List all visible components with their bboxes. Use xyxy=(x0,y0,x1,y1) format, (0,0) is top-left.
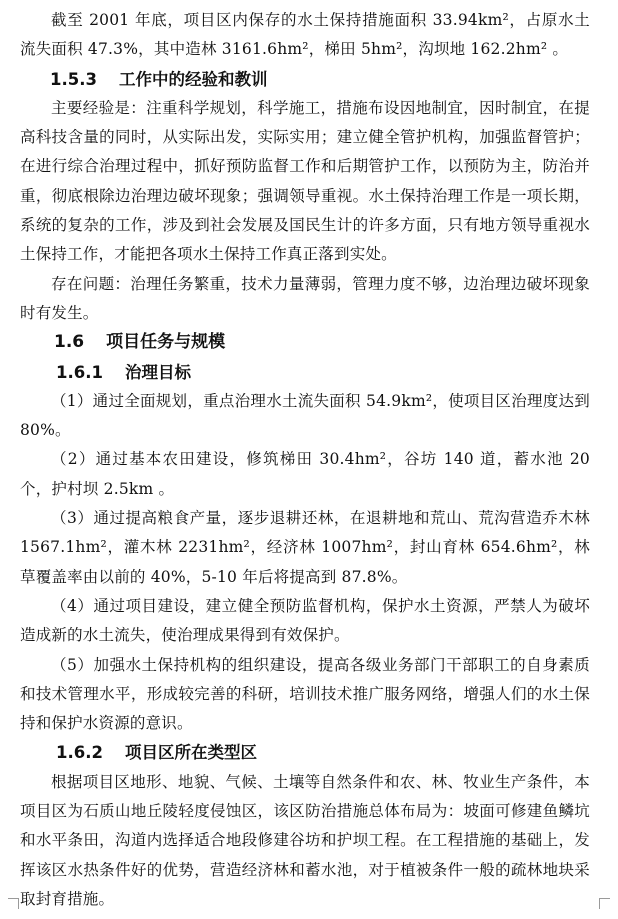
paragraph-zone: 根据项目区地形、地貌、气候、土壤等自然条件和农、林、牧业生产条件，本项目区为石质山地丘陵轻度侵蚀区，该区防治措施总体布局为：坡面可修建鱼鳞坑和水平条田，沟道内选择适合地段修建谷坊和护坝工程。在工程措施的基础上，发挥该区水热条件好的优势，营造经济林和蓄水池，对于植被条件一般的疏林地块采取封育措施。 xyxy=(20,772,590,908)
heading-1-6-1-title: 治理目标 xyxy=(124,362,191,382)
heading-1-6-1-number: 1.6.1 xyxy=(56,362,103,382)
heading-1-6 xyxy=(20,328,590,357)
heading-1-5-3-number: 1.5.3 xyxy=(50,69,97,89)
heading-1-5-3-title: 工作中的经验和教训 xyxy=(118,69,268,89)
heading-1-6-title: 项目任务与规模 xyxy=(106,332,226,353)
heading-1-6-number: 1.6 xyxy=(54,332,85,353)
heading-1-5-3 xyxy=(20,65,590,94)
heading-1-6-2-title: 项目区所在类型区 xyxy=(124,743,257,763)
goal-item-4: （4）通过项目建设，建立健全预防监督机构，保护水土资源，严禁人为破坏造成新的水土流失，使治理成果得到有效保护。 xyxy=(20,596,590,645)
paragraph-problems: 存在问题：治理任务繁重，技术力量薄弱，管理力度不够，边治理边破坏现象时有发生。 xyxy=(20,274,590,322)
goal-item-2: （2）通过基本农田建设，修筑梯田 30.4hm²，谷坊 140 道，蓄水池 20 个，护村坝 2.5km 。 xyxy=(20,450,590,498)
goal-item-5: （5）加强水土保持机构的组织建设，提高各级业务部门干部职工的自身素质和技术管理水平，形成较完善的科研，培训技术推广服务网络，增强人们的水土保持和保护水资源的意识。 xyxy=(20,655,590,733)
heading-1-6-2-number: 1.6.2 xyxy=(56,743,103,763)
paragraph-experience: 主要经验是：注重科学规划，科学施工，措施布设因地制宜，因时制宜，在提高科技含量的同时，从实际出发，实际实用；建立健全管护机构，加强监督管护；在进行综合治理过程中，抓好预防监督工作和后期管护工作，以预防为主，防治并重，彻底根除边治理边破坏现象；强调领导重视。水土保持治理工作是一项长期，系统的复杂的工作，涉及到社会发展及国民生计的许多方面，只有地方领导重视水土保持工作，才能把各项水土保持工作真正落到实处。 xyxy=(20,98,590,264)
heading-1-6-2 xyxy=(20,738,590,767)
paragraph-intro: 截至 2001 年底，项目区内保存的水土保持措施面积 33.94km²，占原水土流失面积 47.3%，其中造林 3161.6hm²，梯田 5hm²，沟坝地 162.2hm² 。 xyxy=(20,11,590,59)
heading-1-6-1 xyxy=(20,358,590,387)
goal-item-1: （1）通过全面规划，重点治理水土流失面积 54.9km²，使项目区治理度达到 80%。 xyxy=(20,391,590,440)
page-corner-mark-right xyxy=(599,898,610,909)
goal-item-3: （3）通过提高粮食产量，逐步退耕还林，在退耕地和荒山、荒沟营造乔木林 1567.1hm²，灌木林 2231hm²，经济林 1007hm²，封山育林 654.6hm²，林草覆盖率由以前的 40%，5-10 年后将提高到 87.8%。 xyxy=(20,509,590,586)
page-corner-mark-left xyxy=(8,898,19,909)
